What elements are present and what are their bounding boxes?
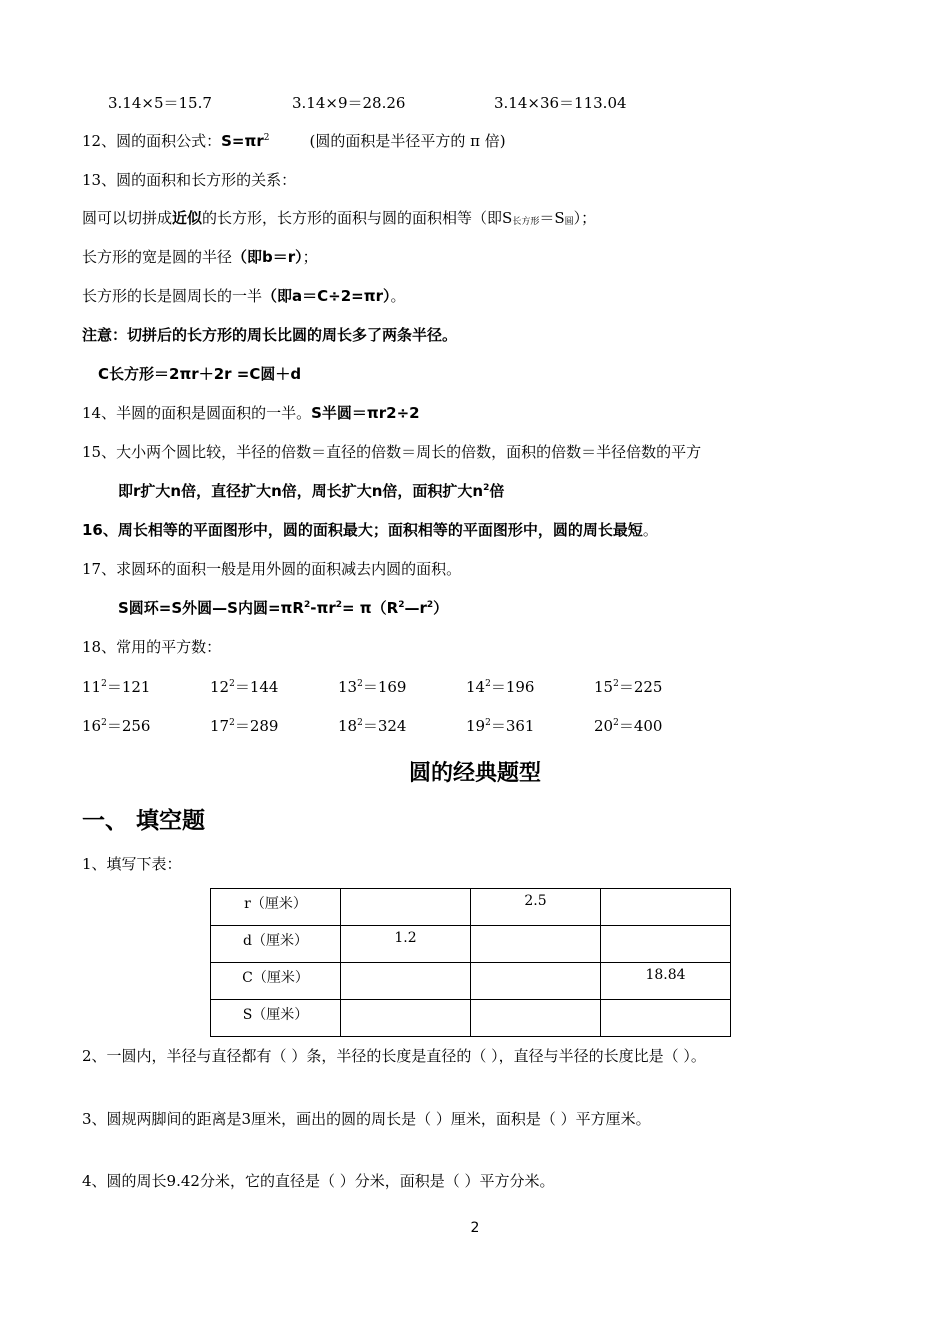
- table-cell: [601, 1000, 731, 1037]
- text-part: 。: [390, 287, 406, 305]
- text-part: 。: [642, 521, 658, 539]
- text-bold: 16、周长相等的平面图形中，圆的面积最大；面积相等的平面图形中，圆的周长最短: [82, 521, 643, 539]
- square-value: $20^2=400$: [594, 717, 663, 735]
- table-row: [211, 889, 731, 926]
- square-value: $18^2=324$: [338, 717, 407, 735]
- area-formula: S=πr: [221, 132, 264, 150]
- item-13: 13、圆的面积和长方形的关系：: [82, 171, 297, 189]
- text-bold: 近似: [172, 209, 203, 227]
- table-cell: d（厘米）: [211, 926, 341, 963]
- table-cell: [341, 1000, 471, 1037]
- text-part: ）；: [573, 209, 597, 227]
- item-14: [82, 403, 420, 423]
- section-title: 一、 填空题: [82, 808, 206, 834]
- question-1: 1、填写下表：: [82, 855, 182, 873]
- table-cell: [471, 926, 601, 963]
- subscript: 长方形: [512, 217, 540, 227]
- item-12-text: 12、圆的面积公式：: [82, 132, 222, 150]
- table-cell: S（厘米）: [211, 1000, 341, 1037]
- text-part: 倍: [489, 482, 505, 500]
- exponent: 2: [426, 600, 434, 610]
- table-cell: [341, 889, 471, 926]
- item-17: 17、求圆环的面积一般是用外圆的面积减去内圆的面积。: [82, 560, 462, 578]
- exponent: 2: [398, 600, 405, 610]
- rectangle-width-line: [82, 247, 318, 267]
- note-line: 注意：切拼后的长方形的周长比圆的周长多了两条半径。: [82, 326, 458, 344]
- question-2: 2、一圆内，半径与直径都有（ ）条，半径的长度是直径的（ ），直径与半径的长度比是（ ）。: [82, 1047, 706, 1065]
- square-value: $19^2=361$: [466, 717, 535, 735]
- table-cell: [471, 963, 601, 1000]
- text-part: ＝S: [539, 209, 565, 227]
- text-bold: S半圆＝πr2÷2: [311, 404, 420, 422]
- table-cell: 2.5: [471, 889, 601, 926]
- exponent: 2: [303, 600, 311, 610]
- text-part: = π（R: [342, 599, 399, 617]
- text-bold: （即a＝C÷2=πr）: [262, 287, 391, 305]
- item-12: [82, 131, 506, 151]
- text-part: 长方形的宽是圆的半径: [82, 248, 233, 266]
- table-row: [211, 926, 731, 963]
- table-cell: C（厘米）: [211, 963, 341, 1000]
- page-heading: 圆的经典题型: [408, 761, 541, 786]
- question-3: 3、圆规两脚间的距离是3厘米，画出的圆的周长是（ ）厘米，面积是（ ）平方厘米。: [82, 1110, 651, 1128]
- table-row: [211, 963, 731, 1000]
- square-value: $13^2=169$: [338, 678, 407, 696]
- item-12-note: (圆的面积是半径平方的 π 倍): [309, 132, 506, 150]
- text-part: 的长方形，长方形的面积与圆的面积相等（即S: [202, 209, 513, 227]
- calc-item-1: 3.14×5＝15.7: [108, 94, 212, 112]
- square-value: $14^2=196$: [466, 678, 535, 696]
- fill-in-table: [210, 888, 731, 1037]
- item-18: 18、常用的平方数：: [82, 638, 222, 656]
- ring-area-formula: [118, 598, 448, 618]
- text-part: 14、半圆的面积是圆面积的一半。: [82, 404, 312, 422]
- table-cell: 18.84: [601, 963, 731, 1000]
- rectangle-perimeter-formula: C长方形＝2πr＋2r =C圆＋d: [98, 365, 302, 383]
- table-cell: [601, 926, 731, 963]
- item-16: [82, 520, 658, 540]
- page-number: 2: [470, 1220, 480, 1236]
- square-value: $16^2=256$: [82, 717, 151, 735]
- table-row: [211, 1000, 731, 1037]
- text-part: -πr: [310, 599, 336, 617]
- table-cell: 1.2: [341, 926, 471, 963]
- rectangle-length-line: [82, 286, 406, 306]
- table-cell: [471, 1000, 601, 1037]
- exponent: 2: [483, 483, 490, 493]
- table-cell: [601, 889, 731, 926]
- text-part: —r: [404, 599, 427, 617]
- calc-item-3: 3.14×36＝113.04: [494, 94, 627, 112]
- text-part: ；: [302, 248, 318, 266]
- exponent: 2: [335, 600, 342, 610]
- text-part: S圆环=S外圆—S内圆=πR: [118, 599, 304, 617]
- calc-item-2: 3.14×9＝28.26: [292, 94, 406, 112]
- approx-rectangle-line: [82, 208, 596, 228]
- exponent: 2: [263, 133, 270, 143]
- square-value: $17^2=289$: [210, 717, 279, 735]
- square-value: $12^2=144$: [210, 678, 279, 696]
- square-value: $15^2=225$: [594, 678, 663, 696]
- subscript: 圆: [564, 217, 574, 227]
- table-cell: r（厘米）: [211, 889, 341, 926]
- item-15-detail: [118, 481, 504, 501]
- text-part: 即r扩大n倍，直径扩大n倍，周长扩大n倍，面积扩大n: [118, 482, 484, 500]
- text-bold: （即b＝r）: [232, 248, 303, 266]
- item-15: 15、大小两个圆比较，半径的倍数＝直径的倍数＝周长的倍数，面积的倍数＝半径倍数的平方: [82, 443, 702, 461]
- text-part: ）: [433, 599, 449, 617]
- square-value: $11^2=121$: [82, 678, 151, 696]
- text-part: 长方形的长是圆周长的一半: [82, 287, 263, 305]
- text-part: 圆可以切拼成: [82, 209, 173, 227]
- table-cell: [341, 963, 471, 1000]
- question-4: 4、圆的周长9.42分米，它的直径是（ ）分米，面积是（ ）平方分米。: [82, 1172, 555, 1190]
